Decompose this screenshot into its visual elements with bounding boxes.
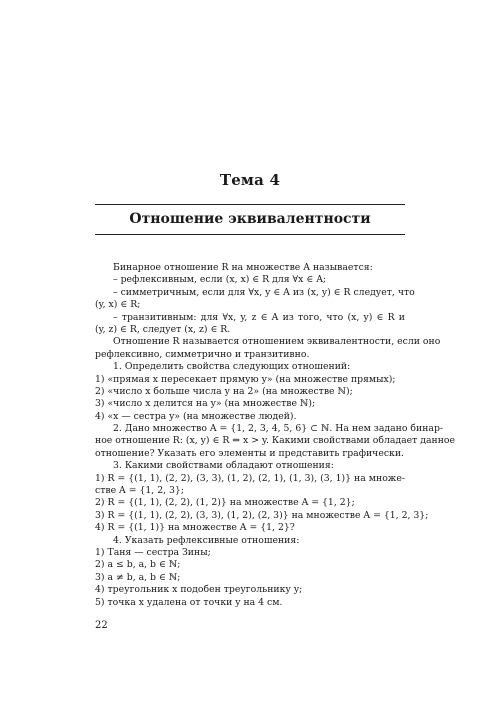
text-line: 2) R = {(1, 1), (2, 2), (1, 2)} на множестве A = {1, 2}; [95, 497, 355, 509]
body-text [95, 262, 456, 609]
text-line: (y, x) ∈ R; [95, 299, 141, 311]
text-line: 4) R = {(1, 1)} на множестве A = {1, 2}? [95, 522, 295, 534]
text-line: рефлексивно, симметрично и транзитивно. [95, 348, 310, 360]
text-line: 3. Какими свойствами обладают отношения: [113, 460, 334, 472]
text-line: 1. Определить свойства следующих отношений: [113, 361, 351, 373]
text-line: Отношение R называется отношением эквивалентности, если оно [113, 336, 441, 348]
text-line: ное отношение R: (x, y) ∈ R ⇔ x > y. Какими свойствами обладает данное [95, 435, 456, 447]
text-line: 3) «число x делится на y» (на множестве ℕ); [95, 398, 316, 410]
top-rule [95, 204, 405, 205]
bottom-rule [95, 234, 405, 235]
text-line: стве A = {1, 2, 3}; [95, 485, 184, 497]
text-line: – рефлексивным, если (x, x) ∈ R для ∀x ∈ A; [113, 274, 327, 286]
text-line: 2) «число x больше числа y на 2» (на множестве ℕ); [95, 385, 353, 397]
text-line: 3) a ≠ b, a, b ∈ ℕ; [95, 571, 181, 583]
text-line: 4) «x — сестра y» (на множестве людей). [95, 410, 297, 422]
text-line: – симметричным, если для ∀x, y ∈ A из (x, y) ∈ R следует, что [113, 286, 415, 298]
text-line: 2. Дано множество A = {1, 2, 3, 4, 5, 6} ⊂ ℕ. На нем задано бинар- [113, 423, 444, 435]
topic-title: Отношение эквивалентности [129, 211, 371, 227]
text-line: 4. Указать рефлексивные отношения: [113, 534, 300, 546]
text-line: – транзитивным: для ∀x, y, z ∈ A из того, что (x, y) ∈ R и [113, 311, 405, 323]
chapter-label: Тема 4 [219, 171, 281, 189]
text-line: 3) R = {(1, 1), (2, 2), (3, 3), (1, 2), (2, 3)} на множестве A = {1, 2, 3}; [95, 509, 429, 521]
text-line: Бинарное отношение R на множестве A называется: [113, 262, 373, 273]
text-line: 1) R = {(1, 1), (2, 2), (3, 3), (1, 2), (2, 1), (1, 3), (3, 1)} на множе- [95, 472, 405, 484]
text-line: 5) точка x удалена от точки y на 4 см. [95, 596, 283, 608]
text-line: 1) «прямая x пересекает прямую y» (на множестве прямых); [95, 373, 396, 385]
page-number: 22 [95, 620, 108, 631]
text-line: 4) треугольник x подобен треугольнику y; [95, 584, 303, 596]
text-line: отношение? Указать его элементы и представить графически. [95, 447, 404, 459]
text-line: 1) Таня — сестра Зины; [95, 546, 211, 558]
text-line: (y, z) ∈ R, следует (x, z) ∈ R. [95, 323, 231, 335]
text-line: 2) a ≤ b, a, b ∈ ℕ; [95, 559, 181, 571]
